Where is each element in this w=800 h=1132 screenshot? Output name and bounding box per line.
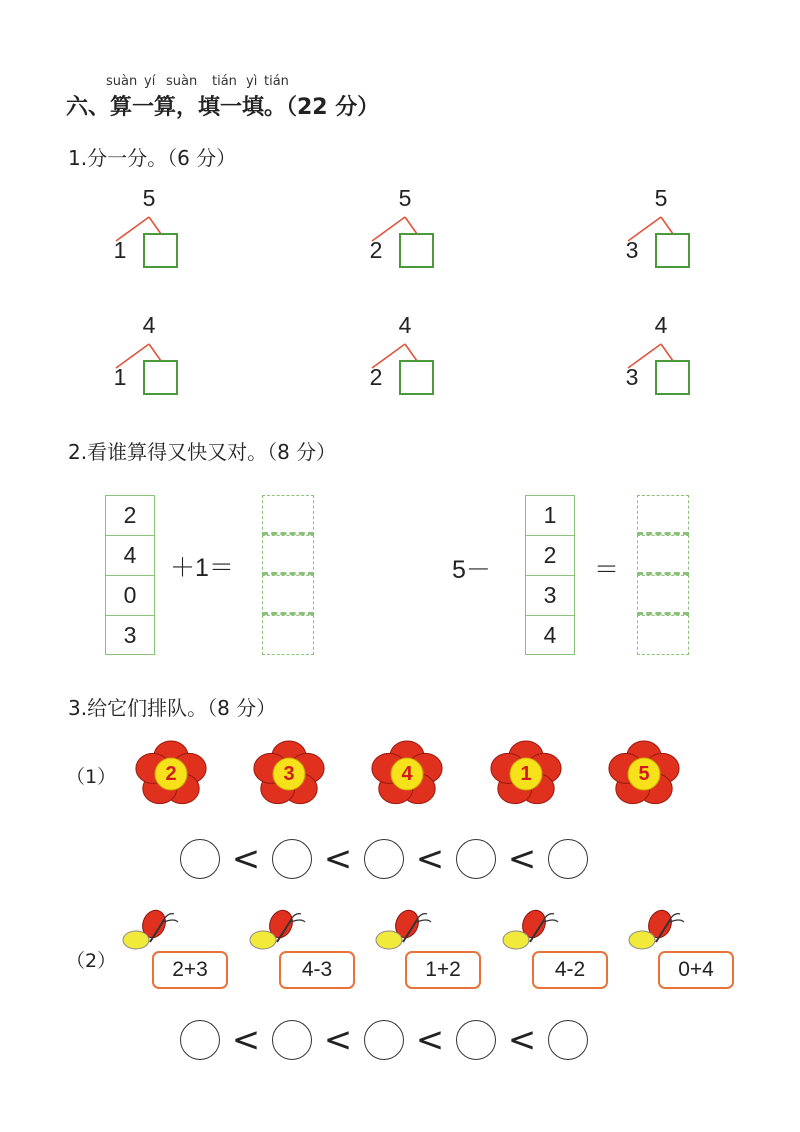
flower	[605, 738, 683, 810]
bond-part: 3	[625, 364, 639, 390]
flower	[368, 738, 446, 810]
pinyin-yi-2: yì	[246, 74, 258, 89]
less-than-sign: <	[507, 1020, 537, 1060]
section-title: 六、算一算，填一填。（22 分）	[66, 95, 380, 120]
answer-cell[interactable]	[637, 575, 689, 615]
answer-cell[interactable]	[637, 495, 689, 535]
bond-answer-box[interactable]	[655, 233, 690, 268]
question-3-title: 3.给它们排队。（8 分）	[68, 696, 277, 720]
sum-answer-column	[262, 495, 314, 655]
expression-card: 0+4	[658, 951, 734, 989]
addend-column	[105, 495, 155, 655]
bond-answer-box[interactable]	[399, 233, 434, 268]
flower	[132, 738, 210, 810]
expression-card: 2+3	[152, 951, 228, 989]
less-than-sign: <	[507, 839, 537, 879]
compare-row-2	[180, 1020, 588, 1060]
pinyin-suan-2: suàn	[166, 74, 198, 89]
flower-number: 3	[283, 763, 295, 785]
difference-answer-column	[637, 495, 689, 655]
addend-cell: 4	[105, 535, 155, 575]
addend-cell: 3	[105, 615, 155, 655]
question-1-title: 1.分一分。（6 分）	[68, 146, 237, 170]
bond-answer-box[interactable]	[143, 360, 178, 395]
butterfly-icon	[500, 906, 560, 956]
flower	[250, 738, 328, 810]
plus-one-equals: ＋1＝	[170, 554, 234, 582]
less-than-sign: <	[415, 1020, 445, 1060]
bond-answer-box[interactable]	[143, 233, 178, 268]
number-bond	[624, 185, 734, 295]
bond-whole: 4	[654, 312, 668, 338]
answer-cell[interactable]	[637, 535, 689, 575]
answer-circle[interactable]	[456, 1020, 496, 1060]
answer-circle[interactable]	[272, 1020, 312, 1060]
subtrahend-column	[525, 495, 575, 655]
bond-whole: 5	[398, 185, 412, 211]
pinyin-yi-1: yí	[144, 74, 156, 89]
bond-whole: 5	[142, 185, 156, 211]
pinyin-suan-1: suàn	[106, 74, 138, 89]
expression-card: 4-2	[532, 951, 608, 989]
subtrahend-cell: 4	[525, 615, 575, 655]
compare-row-1	[180, 839, 588, 879]
part-1-label: （1）	[66, 766, 117, 788]
less-than-sign: <	[323, 839, 353, 879]
addend-cell: 0	[105, 575, 155, 615]
equals-sign: ＝	[594, 556, 620, 584]
bond-part: 1	[113, 364, 127, 390]
answer-circle[interactable]	[364, 1020, 404, 1060]
expression-card: 1+2	[405, 951, 481, 989]
subtrahend-cell: 1	[525, 495, 575, 535]
answer-cell[interactable]	[262, 535, 314, 575]
answer-circle[interactable]	[272, 839, 312, 879]
answer-cell[interactable]	[262, 615, 314, 655]
question-2-title: 2.看谁算得又快又对。（8 分）	[68, 440, 337, 464]
flower-number: 5	[638, 763, 650, 785]
bond-part: 1	[113, 237, 127, 263]
bond-answer-box[interactable]	[655, 360, 690, 395]
answer-circle[interactable]	[548, 1020, 588, 1060]
bond-part: 2	[369, 364, 383, 390]
bond-whole: 5	[654, 185, 668, 211]
addend-cell: 2	[105, 495, 155, 535]
pinyin-tian-1: tián	[212, 74, 237, 89]
part-2-label: （2）	[66, 950, 117, 972]
number-bond	[624, 312, 734, 422]
pinyin-tian-2: tián	[264, 74, 289, 89]
answer-circle[interactable]	[548, 839, 588, 879]
bond-whole: 4	[142, 312, 156, 338]
answer-circle[interactable]	[180, 839, 220, 879]
bond-whole: 4	[398, 312, 412, 338]
bond-part: 3	[625, 237, 639, 263]
number-bond	[368, 312, 478, 422]
butterfly-icon	[120, 906, 180, 956]
answer-circle[interactable]	[456, 839, 496, 879]
flower-number: 2	[165, 763, 177, 785]
answer-circle[interactable]	[364, 839, 404, 879]
bond-part: 2	[369, 237, 383, 263]
butterfly-icon	[373, 906, 433, 956]
answer-cell[interactable]	[262, 495, 314, 535]
expression-card: 4-3	[279, 951, 355, 989]
flower	[487, 738, 565, 810]
five-minus: 5－	[452, 556, 491, 584]
answer-cell[interactable]	[637, 615, 689, 655]
less-than-sign: <	[323, 1020, 353, 1060]
butterfly-icon	[626, 906, 686, 956]
butterfly-icon	[247, 906, 307, 956]
number-bond	[368, 185, 478, 295]
number-bond	[112, 312, 222, 422]
flower-number: 1	[520, 763, 532, 785]
subtrahend-cell: 2	[525, 535, 575, 575]
bond-answer-box[interactable]	[399, 360, 434, 395]
less-than-sign: <	[231, 839, 261, 879]
less-than-sign: <	[415, 839, 445, 879]
less-than-sign: <	[231, 1020, 261, 1060]
answer-cell[interactable]	[262, 575, 314, 615]
number-bond	[112, 185, 222, 295]
flower-number: 4	[401, 763, 413, 785]
answer-circle[interactable]	[180, 1020, 220, 1060]
subtrahend-cell: 3	[525, 575, 575, 615]
